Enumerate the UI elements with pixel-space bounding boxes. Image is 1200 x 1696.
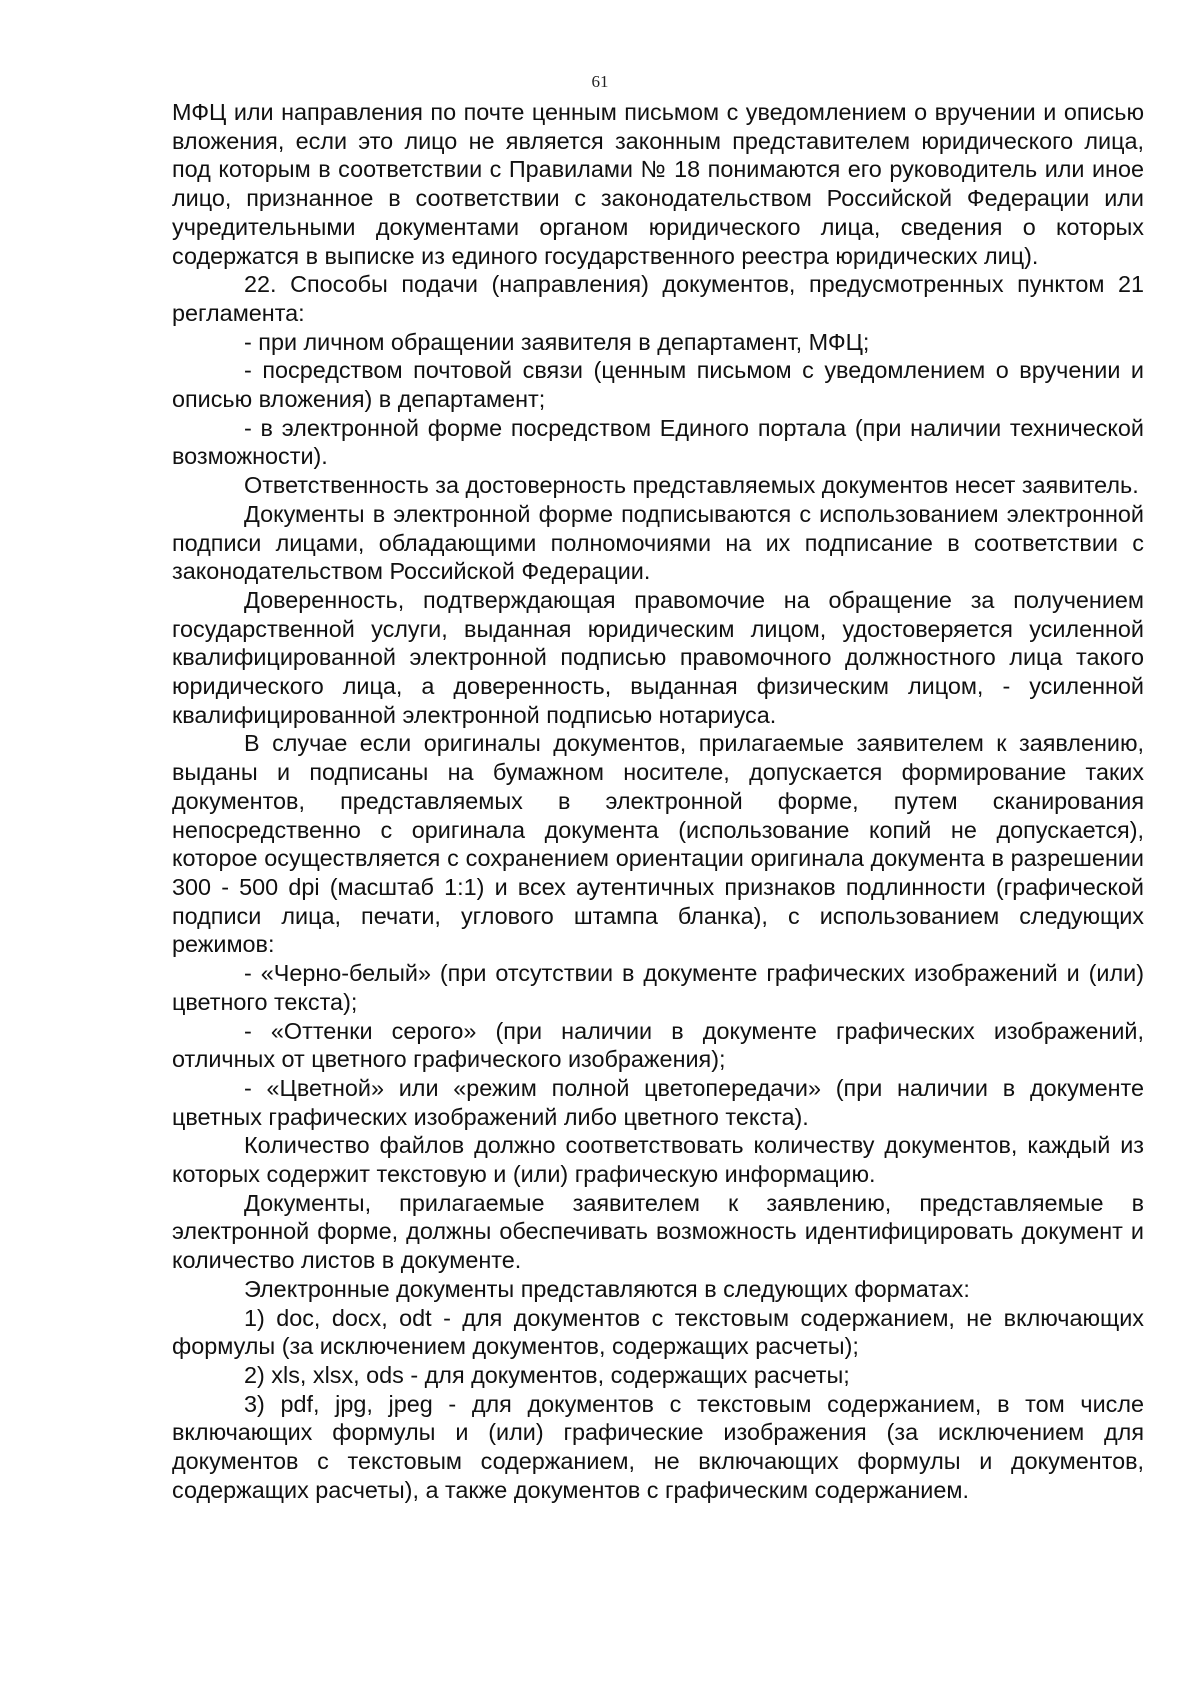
document-body [172, 98, 1144, 1504]
paragraph-power-of-attorney: Доверенность, подтверждающая правомочие на обращение за получением государственной услуги, выданная юридическим лицом, удостоверяется усиленной квалифицированной электронной подписью правомочного должностного лица такого юридического лица, а доверенность, выданная физическим лицом, - усиленной квалифицированной электронной подписью нотариуса. [172, 586, 1144, 728]
paragraph-identification: Документы, прилагаемые заявителем к заявлению, представляемые в электронной форме, должны обеспечивать возможность идентифицировать документ и количество листов в документе. [172, 1189, 1144, 1274]
list-item-format-2: 2) xls, xlsx, ods - для документов, содержащих расчеты; [244, 1361, 850, 1388]
list-item-black-white: - «Черно-белый» (при отсутствии в документе графических изображений и (или) цветного текста); [172, 960, 1144, 1015]
paragraph-item-22: 22. Способы подачи (направления) документов, предусмотренных пунктом 21 регламента: [172, 271, 1144, 326]
list-item-by-post: - посредством почтовой связи (ценным письмом с уведомлением о вручении и описью вложения) в департамент; [172, 357, 1144, 413]
list-item-in-person: - при личном обращении заявителя в департамент, МФЦ; [244, 328, 870, 355]
page-number: 61 [591, 72, 609, 91]
list-item-grayscale: - «Оттенки серого» (при наличии в документе графических изображений, отличных от цветного графического изображения); [172, 1017, 1144, 1073]
paragraph-e-signature: Документы в электронной форме подписываются с использованием электронной подписи лицами, обладающими полномочиями на их подписание в соответствии с законодательством Российской Федерации. [172, 500, 1144, 585]
paragraph-continuation: МФЦ или направления по почте ценным письмом с уведомлением о вручении и описью вложения, если это лицо не является законным представителем юридического лица, под которым в соответствии с Правилами № 18 понимаются его руководитель или иное лицо, признанное в соответствии с законодательством Российской Федерации или учредительными документами органом юридического лица, сведения о которых содержатся в выписке из единого государственного реестра юридических лиц). [172, 99, 1144, 269]
list-item-format-3: 3) pdf, jpg, jpeg - для документов с текстовым содержанием, в том числе включающих формулы и (или) графические изображения (за исключением для документов с текстовым содержанием, не включающих формулы и документов, содержащих расчеты), а также документов с графическим содержанием. [172, 1390, 1144, 1503]
paragraph-formats-intro: Электронные документы представляются в следующих форматах: [244, 1275, 970, 1302]
paragraph-file-count: Количество файлов должно соответствовать количеству документов, каждый из которых содержит текстовую и (или) графическую информацию. [172, 1132, 1144, 1188]
list-item-color: - «Цветной» или «режим полной цветопередачи» (при наличии в документе цветных графических изображений либо цветного текста). [172, 1074, 1144, 1130]
list-item-format-1: 1) doc, docx, odt - для документов с текстовым содержанием, не включающих формулы (за исключением документов, содержащих расчеты); [172, 1304, 1144, 1360]
paragraph-scanning: В случае если оригиналы документов, прилагаемые заявителем к заявлению, выданы и подписаны на бумажном носителе, допускается формирование таких документов, представляемых в электронной форме, путем сканирования непосредственно с оригинала документа (использование копий не допускается), которое осуществляется с сохранением ориентации оригинала документа в разрешении 300 - 500 dpi (масштаб 1:1) и всех аутентичных признаков подлинности (графической подписи лица, печати, углового штампа бланка), с использованием следующих режимов: [172, 730, 1144, 958]
list-item-electronic: - в электронной форме посредством Единого портала (при наличии технической возможности). [172, 414, 1144, 470]
paragraph-responsibility: Ответственность за достоверность представляемых документов несет заявитель. [244, 472, 1139, 499]
